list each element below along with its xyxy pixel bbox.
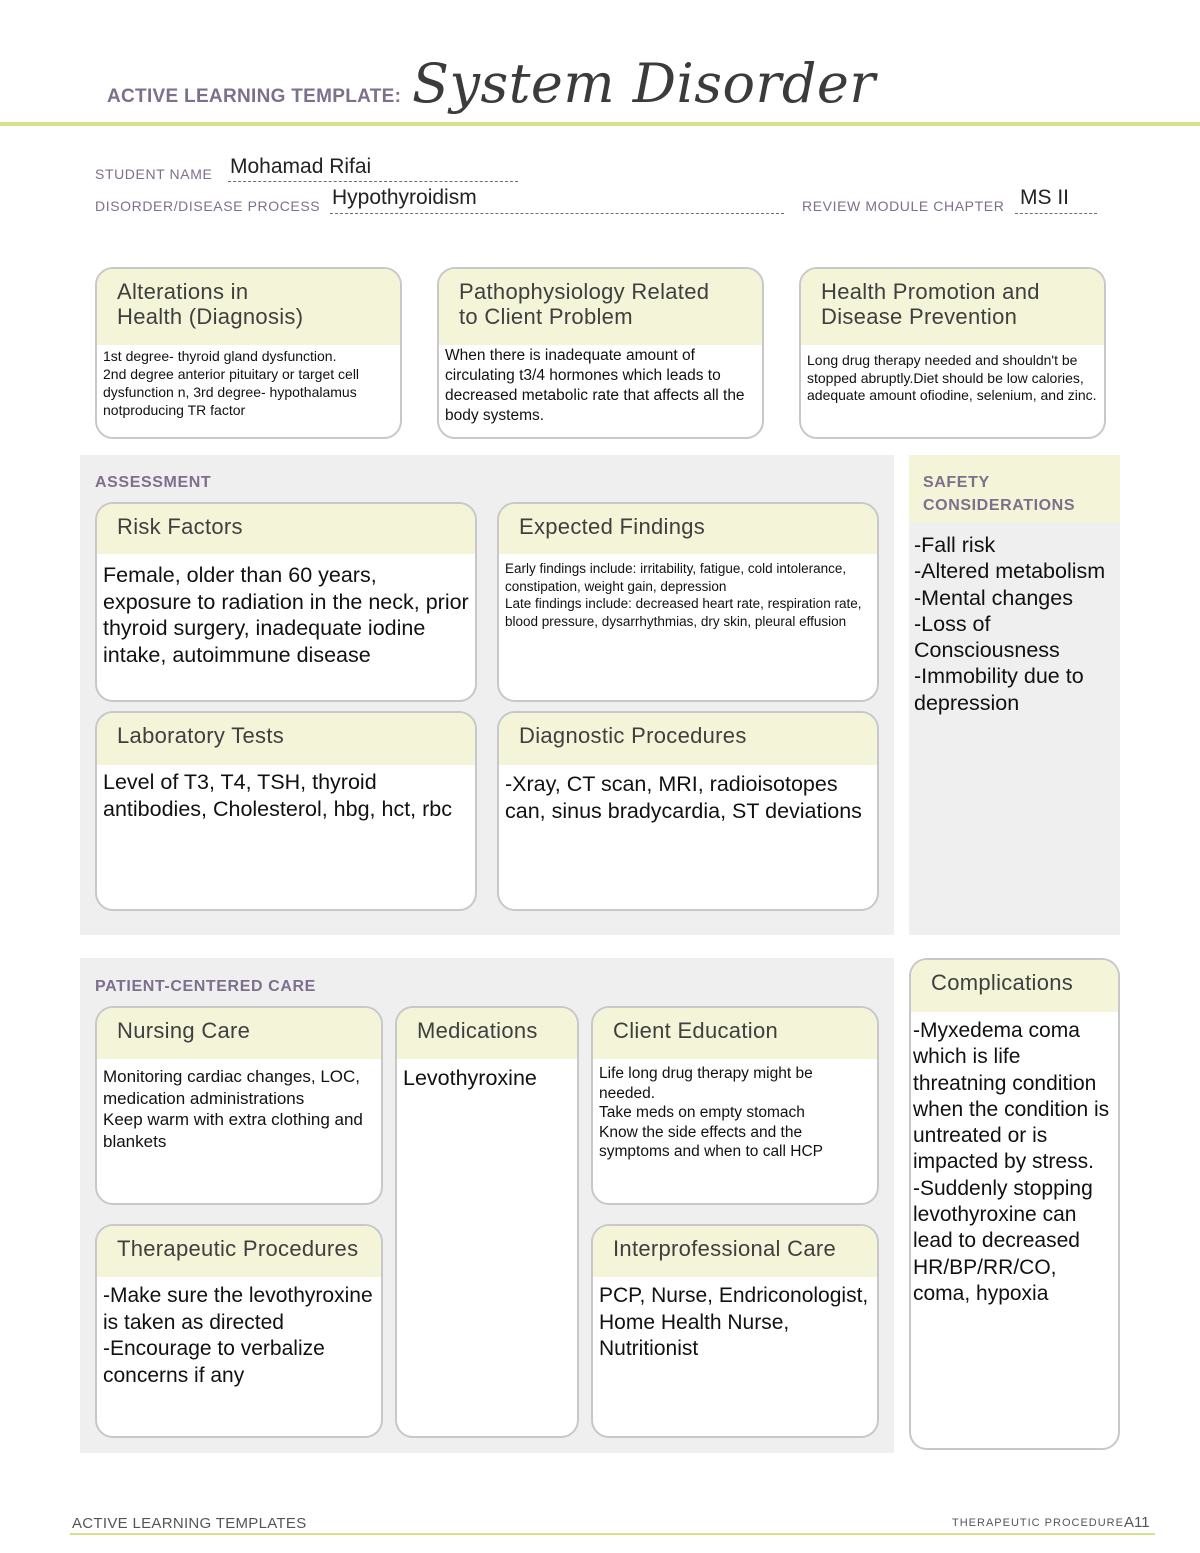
interprofessional-care-box [591,1224,879,1438]
chapter-label: REVIEW MODULE CHAPTER [802,198,1005,214]
medications-text[interactable]: Levothyroxine [403,1066,537,1090]
therapeutic-procedures-box [95,1224,383,1438]
health-promotion-title: Health Promotion and Disease Prevention [801,269,1104,345]
diagnostic-procedures-title: Diagnostic Procedures [499,713,877,765]
client-education-text[interactable]: Life long drug therapy might be needed. Take meds on empty stomach Know the side effects and the symptoms and when to call HCP [599,1065,823,1160]
chapter-field[interactable]: MS II [1020,186,1070,209]
nursing-care-text[interactable]: Monitoring cardiac changes, LOC, medication administrations Keep warm with extra clothing and blankets [103,1067,363,1151]
client-education-box [591,1006,879,1205]
risk-factors-title: Risk Factors [97,504,475,554]
chapter-line [1015,213,1097,214]
nursing-care-title: Nursing Care [97,1008,381,1059]
laboratory-tests-text[interactable]: Level of T3, T4, TSH, thyroid antibodies, Cholesterol, hbg, hct, rbc [103,770,452,821]
footer-rule [70,1533,1155,1535]
header-rule [0,122,1200,126]
footer-right: THERAPEUTIC PROCEDURE [952,1517,1124,1529]
student-name-label: STUDENT NAME [95,166,213,182]
safety-label: SAFETY CONSIDERATIONS [923,474,1076,514]
safety-text[interactable]: -Fall risk -Altered metabolism -Mental changes -Loss of Consciousness -Immobility due to depression [914,533,1106,715]
client-education-title: Client Education [593,1008,877,1059]
student-name-line [228,181,518,182]
disorder-field[interactable]: Hypothyroidism [332,186,477,209]
alterations-text[interactable]: 1st degree- thyroid gland dysfunction. 2nd degree anterior pituitary or target cell dysfunction n, 3rd degree- hypothalamus notproducing TR factor [103,348,360,418]
medications-title: Medications [397,1008,577,1059]
medications-box [395,1006,579,1438]
diagnostic-procedures-box [497,711,879,911]
complications-box [909,958,1120,1450]
complications-text[interactable]: -Myxedema coma which is life threatning condition when the condition is untreated or is impacted by stress. -Suddenly stopping levothyroxine can lead to decreased HR/BP/RR/CO, coma, hypoxia [913,1019,1110,1305]
health-promotion-box [799,267,1106,439]
nursing-care-box [95,1006,383,1205]
diagnostic-procedures-text[interactable]: -Xray, CT scan, MRI, radioisotopes can, sinus bradycardia, ST deviations [505,772,862,823]
risk-factors-text[interactable]: Female, older than 60 years, exposure to radiation in the neck, prior thyroid surgery, inadequate iodine intake, autoimmune disease [103,563,469,667]
expected-findings-title: Expected Findings [499,504,877,554]
disorder-label: DISORDER/DISEASE PROCESS [95,198,321,214]
alterations-title: Alterations in Health (Diagnosis) [97,269,400,345]
health-promotion-text[interactable]: Long drug therapy needed and shouldn't be stopped abruptly.Diet should be low calories, adequate amount ofiodine, selenium, and zinc. [807,352,1097,403]
student-name-field[interactable]: Mohamad Rifai [230,155,372,178]
pathophysiology-title: Pathophysiology Related to Client Problem [439,269,762,345]
disorder-line [330,213,784,214]
alterations-box [95,267,402,439]
laboratory-tests-title: Laboratory Tests [97,713,475,765]
complications-title: Complications [911,960,1118,1012]
page-number: A11 [1124,1514,1150,1531]
pathophysiology-box [437,267,764,439]
expected-findings-box [497,502,879,702]
therapeutic-procedures-text[interactable]: -Make sure the levothyroxine is taken as directed -Encourage to verbalize concerns if any [103,1284,373,1387]
interprofessional-care-title: Interprofessional Care [593,1226,877,1277]
template-label: ACTIVE LEARNING TEMPLATE: [107,86,402,107]
patient-centered-care-label: PATIENT-CENTERED CARE [95,978,316,995]
pathophysiology-text[interactable]: When there is inadequate amount of circulating t3/4 hormones which leads to decreased metabolic rate that affects all the body systems. [445,347,745,424]
interprofessional-care-text[interactable]: PCP, Nurse, Endriconologist, Home Health Nurse, Nutritionist [599,1284,869,1360]
page-title: System Disorder [412,52,876,115]
assessment-label: ASSESSMENT [95,474,212,491]
therapeutic-procedures-title: Therapeutic Procedures [97,1226,381,1277]
risk-factors-box [95,502,477,702]
laboratory-tests-box [95,711,477,911]
expected-findings-text[interactable]: Early findings include: irritability, fatigue, cold intolerance, constipation, weight gain, depression Late findings include: decreased heart rate, respiration rate, blood pressure, dysarrhythmias, dry skin, pleural effusion [505,561,862,629]
footer-left: ACTIVE LEARNING TEMPLATES [72,1515,307,1532]
